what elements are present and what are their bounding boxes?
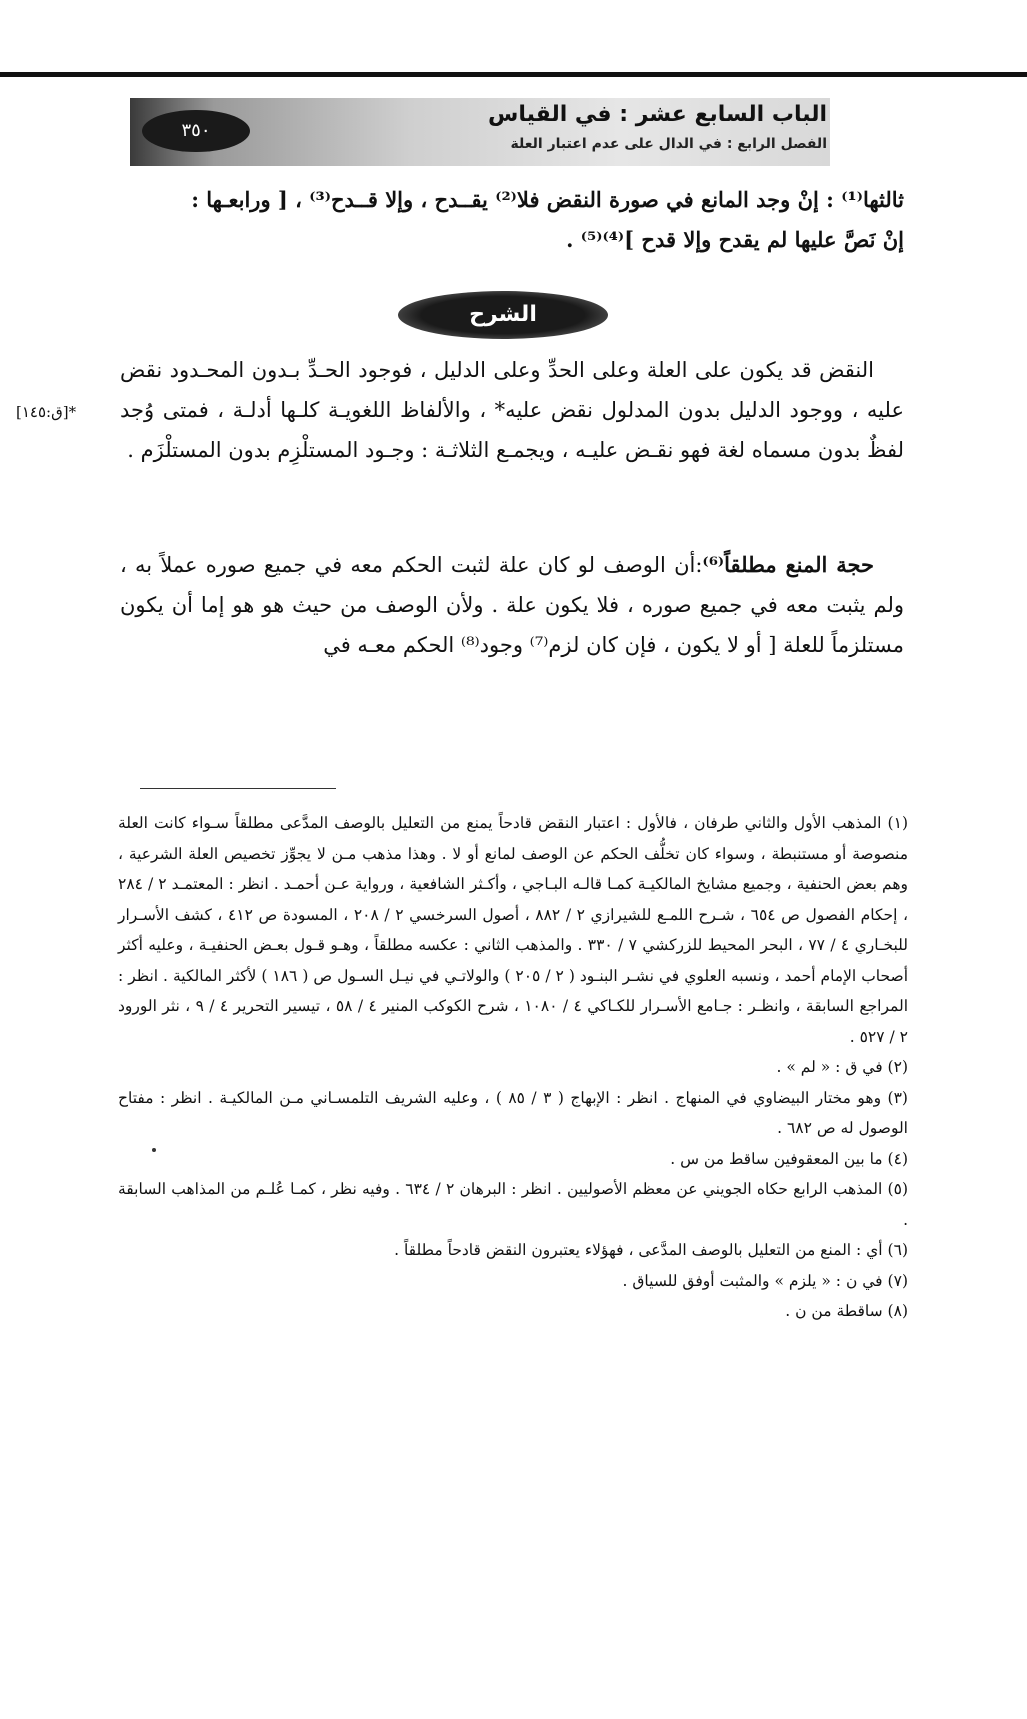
sharh-paragraph-1 — [120, 350, 904, 470]
footnote-6: (٦) أي : المنع من التعليل بالوصف المدَّعى ، فهؤلاء يعتبرون النقض قادحاً مطلقاً . — [394, 1241, 908, 1259]
sharh-paragraph-2 — [120, 545, 904, 665]
footnote-2: (٢) في ق : « لم » . — [776, 1058, 908, 1076]
footnote-4: (٤) ما بين المعقوفين ساقط من س . — [670, 1149, 908, 1168]
para2-text: :أن الوصف لو كان علة لثبت الحكم معه في جميع صوره عملاً به ، ولم يثبت معه في جميع صوره ، فلا يكون علة . ولأن الوصف من حيث هو هو إما أن يكون مستلزماً للعلة [ أو لا يكون ، فإن كان لزم⁽⁷⁾ وجود⁽⁸⁾ الحكم معـه في — [120, 553, 904, 657]
footnote-3: (٣) وهو مختار البيضاوي في المنهاج . انظر : الإبهاج ( ٣ / ٨٥ ) ، وعليه الشريف التلمسـاني مـن المالكيـة . انظر : مفتاح الوصول له ص ٦٨٢ . — [118, 1088, 908, 1137]
matn-block — [120, 180, 904, 260]
para2-label: حجة المنع مطلقاً⁽⁶⁾ — [702, 552, 874, 577]
matn-line-2: إنْ نَصَّ عليها لم يقدح وإلا قدح ]⁽⁴⁾⁽⁵⁾ . — [566, 227, 904, 252]
section-title: الفصل الرابع : في الدال على عدم اعتبار العلة — [510, 136, 827, 152]
footnote-5: (٥) المذهب الرابع حكاه الجويني عن معظم الأصوليين . انظر : البرهان ٢ / ٦٣٤ . وفيه نظر ، كمـا عُلـم من المذاهب السابقة . — [118, 1180, 908, 1229]
footnote-7: (٧) في ن : « يلزم » والمثبت أوفق للسياق . — [622, 1271, 908, 1290]
footnote-8: (٨) ساقطة من ن . — [785, 1302, 908, 1320]
footnote-divider — [140, 788, 336, 789]
page-number: ٣٥٠ — [142, 110, 250, 152]
sharh-label: الشرح — [398, 291, 608, 339]
matn-line-1: ثالثها⁽¹⁾ : إنْ وجد المانع في صورة النقض فلا⁽²⁾ يقــدح ، وإلا قــدح⁽³⁾ ، [ ورابعـها : — [191, 187, 904, 212]
stray-dot — [152, 1148, 156, 1152]
footnotes — [118, 808, 908, 1327]
para1-text: النقض قد يكون على العلة وعلى الحدِّ وعلى الدليل ، فوجود الحـدِّ بـدون المحـدود نقض عليه ، ووجود الدليل بدون المدلول نقض عليه* ، والألفاظ اللغويـة كلـها أدلـة ، فمتى وُجد لفظٌ بدون مسماه لغة فهو نقـض عليـه ، ويجمـع الثلاثـة : وجـود المستلْزِم بدون المستلْزَم . — [120, 358, 904, 462]
top-rule — [0, 72, 1027, 77]
footnote-1: (١) المذهب الأول والثاني طرفان ، فالأول : اعتبار النقض قادحاً يمنع من التعليل بالوصف المدَّعى مطلقاً سـواء كانت العلة منصوصة أو مستنبطة ، وسواء كان تخلُّف الحكم عن الوصف لمانع أو لا . وهذا مذهب مـن لا يجوِّز تخصيص العلة الشرعية ، وهم بعض الحنفية ، وجميع مشايخ المالكيـة كمـا قالـه البـاجي ، وأكـثر الشافعية ، ورواية عـن أحمـد . انظر : المعتمـد ٢ / ٢٨٤ ، إحكام الفصول ص ٦٥٤ ، شـرح اللمـع للشيرازي ٢ / ٨٨٢ ، أصول السرخسي ٢ / ٢٠٨ ، المسودة ص ٤١٢ ، كشف الأسـرار للبخـاري ٤ / ٧٧ ، البحر المحيط للزركشي ٧ / ٣٣٠ . والمذهب الثاني : عكسه مطلقاً ، وهـو قـول بعـض الحنفيـة ، وعليه أكثر أصحاب الإمام أحمد ، ونسبه العلوي في نشـر البنـود ( ٢ / ٢٠٥ ) والولاتـي في نيـل السـول ص ( ١٨٦ ) لأكثر المالكية . انظر : المراجع السابقة ، وانظـر : جـامع الأسـرار للكـاكي ٤ / ١٠٨٠ ، شرح الكوكب المنير ٤ / ٥٨ ، تيسير التحرير ٤ / ٩ ، نثر الورود ٢ / ٥٢٧ . — [118, 814, 909, 1046]
chapter-title: الباب السابع عشر : في القياس — [488, 102, 827, 127]
margin-note: *[ق:١٤٥] — [16, 403, 77, 421]
